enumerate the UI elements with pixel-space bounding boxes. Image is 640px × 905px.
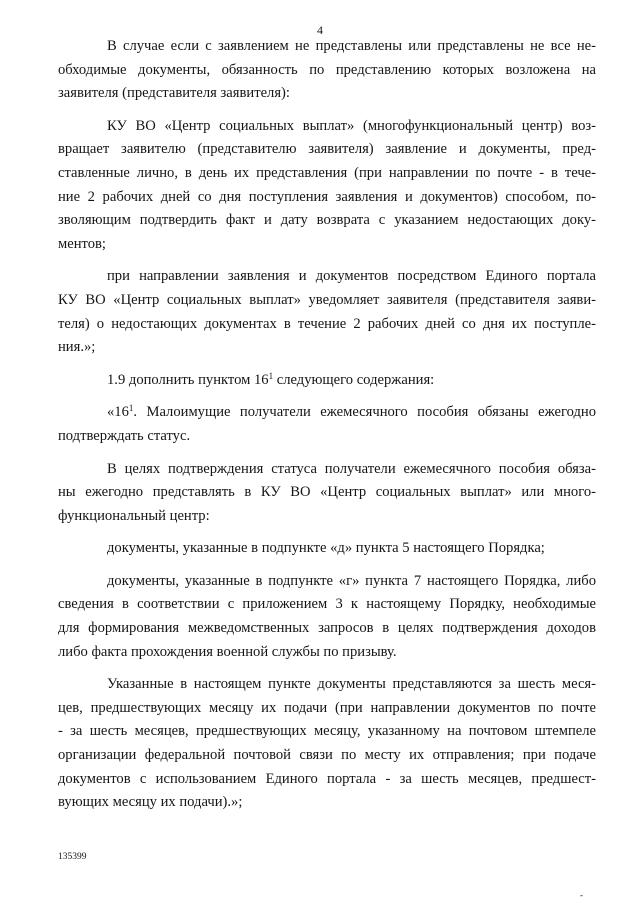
superscript: 1 <box>128 403 134 414</box>
paragraph-status-confirmation <box>58 458 596 529</box>
page-number: 4 <box>317 23 323 37</box>
text-line: - за шесть месяцев, предшествующих месяцу, указанному на почтовом штемпеле <box>58 723 596 740</box>
text-line: КУ ВО «Центр социальных выплат» уведомляет заявителя (представителя заяви- <box>58 291 596 308</box>
paragraph-six-months <box>58 673 596 815</box>
paragraph-clause-16-1 <box>58 401 596 448</box>
text-line: ния.»; <box>58 339 96 356</box>
text-line: заявителя (представителя заявителя): <box>58 85 290 102</box>
text-segment: «16 <box>107 404 129 421</box>
text-line: ментов; <box>58 235 106 252</box>
text-line: цев, предшествующих месяцу их подачи (при направлении документов по почте <box>58 699 596 716</box>
text-line: при направлении заявления и документов посредством Единого портала <box>107 268 596 285</box>
text-line: документы, указанные в подпункте «г» пункта 7 настоящего Порядка, либо <box>107 572 596 589</box>
paragraph-documents-d <box>58 537 596 561</box>
text-line <box>58 369 596 393</box>
text-line: документы, указанные в подпункте «д» пункта 5 настоящего Порядка; <box>107 540 545 557</box>
corner-mark: - <box>580 890 583 900</box>
text-line: КУ ВО «Центр социальных выплат» (многофункциональный центр) воз- <box>107 117 596 134</box>
text-line: ны ежегодно представлять в КУ ВО «Центр социальных выплат» или много- <box>58 484 596 501</box>
paragraph-amendment-1-9 <box>58 369 596 393</box>
document-code: 135399 <box>58 852 87 862</box>
text-line: функциональный центр: <box>58 507 210 524</box>
text-line: документов с использованием Единого портала - за шесть месяцев, предшест- <box>58 770 596 787</box>
paragraph-return-documents <box>58 115 596 257</box>
text-segment: 1.9 дополнить пунктом 16 <box>107 371 269 388</box>
text-line: ставленные лично, в день их представления (при направлении по почте - в тече- <box>58 164 596 181</box>
text-line: вующих месяцу их подачи).»; <box>58 794 243 811</box>
text-line: организации федеральной почтовой связи по месту их отправления; при подаче <box>58 747 596 764</box>
text-line: вращает заявителю (представителю заявителя) заявление и документы, пред- <box>58 141 596 158</box>
text-line: В случае если с заявлением не представлены или представлены не все не- <box>107 38 596 54</box>
text-line: В целях подтверждения статуса получатели ежемесячного пособия обяза- <box>107 460 596 477</box>
document-body <box>58 35 596 824</box>
paragraph-documents-g <box>58 570 596 664</box>
text-line: для формирования межведомственных запросов в целях подтверждения доходов <box>58 620 596 637</box>
text-line: Указанные в настоящем пункте документы представляются за шесть меся- <box>107 676 596 693</box>
text-line: подтверждать статус. <box>58 427 191 444</box>
text-line: зволяющим подтвердить факт и дату возврата с указанием недостающих доку- <box>58 212 596 229</box>
text-line: сведения в соответствии с приложением 3 к настоящему Порядку, необходимые <box>58 596 596 613</box>
paragraph-portal-notification <box>58 265 596 359</box>
text-line: либо факта прохождения военной службы по призыву. <box>58 643 397 660</box>
text-segment: следующего содержания: <box>273 371 435 388</box>
superscript: 1 <box>268 370 274 381</box>
text-line <box>58 401 596 425</box>
paragraph-missing-documents-intro <box>58 35 596 106</box>
text-segment: . Малоимущие получатели ежемесячного пособия обязаны ежегодно <box>133 404 596 421</box>
text-line: обходимые документы, обязанность по представлению которых возложена на <box>58 61 596 78</box>
text-line: теля) о недостающих документах в течение 2 рабочих дней со дня их поступле- <box>58 315 596 332</box>
text-line: ние 2 рабочих дней со дня поступления заявления и документов) способом, по- <box>58 188 596 205</box>
